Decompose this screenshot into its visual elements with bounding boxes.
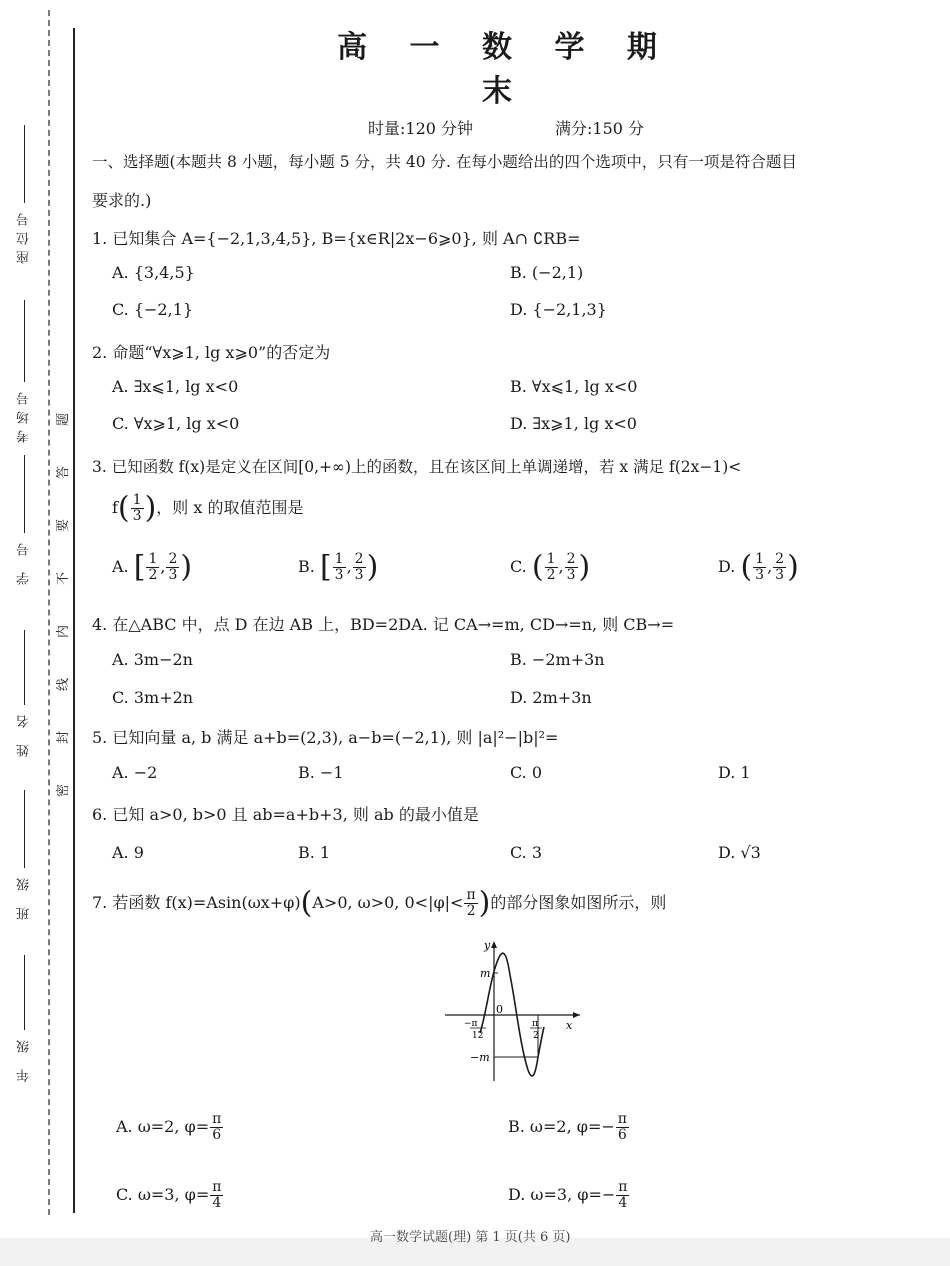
q1-option-c: C. {−2,1} <box>112 300 194 319</box>
neg-m-label: −m <box>470 1051 490 1064</box>
seal-char: 答 <box>56 465 72 480</box>
question-1-stem: 1. 已知集合 A={−2,1,3,4,5}, B={x∈R|2x−6⩾0}, 则 A∩ ∁RB= <box>92 229 581 248</box>
question-3-stem: 3. 已知函数 f(x)是定义在区间[0,+∞)上的函数，且在该区间上单调递增，若 x 满足 f(2x−1)< <box>92 458 742 476</box>
question-5-stem: 5. 已知向量 a, b 满足 a+b=(2,3), a−b=(−2,1), 则 |a|²−|b|²= <box>92 728 559 747</box>
q2-option-a: A. ∃x⩽1, lg x<0 <box>112 377 239 396</box>
q7-option-a: A. ω=2, φ= $\frac{\pi}{6}$ <box>116 1111 222 1143</box>
student-id-label: 学 号 <box>16 537 32 586</box>
q4-option-b: B. −2m+3n <box>510 650 605 669</box>
exam-score: 满分:150 分 <box>555 119 645 138</box>
q3-option-c: C. ( $\frac{1}{2}$ , $\frac{2}{3}$ ) <box>510 549 591 585</box>
q1-option-b: B. (−2,1) <box>510 263 584 282</box>
q2-option-b: B. ∀x⩽1, lg x<0 <box>510 377 638 396</box>
q5-option-d: D. 1 <box>718 763 751 782</box>
section-heading-cont: 要求的.) <box>92 191 152 210</box>
m-label: m <box>480 967 491 980</box>
q6-option-d: D. √3 <box>718 843 761 862</box>
q2-option-d: D. ∃x⩾1, lg x<0 <box>510 414 637 433</box>
fraction: $\frac{1}{3}$ <box>132 492 142 524</box>
seal-char: 题 <box>56 412 72 427</box>
question-2-stem: 2. 命题“∀x⩾1, lg x⩾0”的否定为 <box>92 343 331 362</box>
q3-option-a: A. [ $\frac{1}{2}$ , $\frac{2}{3}$ ) <box>112 549 193 585</box>
q4-option-a: A. 3m−2n <box>112 650 193 669</box>
name-label: 姓 名 <box>16 709 32 758</box>
question-6-stem: 6. 已知 a>0, b>0 且 ab=a+b+3, 则 ab 的最小值是 <box>92 805 479 824</box>
q6-option-c: C. 3 <box>510 843 543 862</box>
grade-label: 年 级 <box>16 1034 32 1083</box>
q3-option-b: B. [ $\frac{1}{3}$ , $\frac{2}{3}$ ) <box>298 549 379 585</box>
seal-char: 要 <box>56 518 72 533</box>
q5-option-b: B. −1 <box>298 763 344 782</box>
y-label: y <box>484 939 491 952</box>
q1-option-a: A. {3,4,5} <box>112 263 195 282</box>
exam-time: 时量:120 分钟 <box>368 119 474 138</box>
question-3-stem-cont: f( $\frac{1}{3}$ )，则 x 的取值范围是 <box>112 490 304 526</box>
binding-dashed-line <box>48 10 50 1215</box>
class-label: 班 级 <box>16 872 32 921</box>
question-7-stem: 7. 若函数 f(x)=Asin(ωx+φ)(A>0, ω>0, 0<|φ|< $\frac{\pi}{2}$ )的部分图象如图所示，则 <box>92 885 667 921</box>
exam-title: 高 一 数 学 期 末 <box>337 30 673 109</box>
q3-option-d: D. ( $\frac{1}{3}$ , $\frac{2}{3}$ ) <box>718 549 799 585</box>
seal-line-notice <box>53 410 71 800</box>
seal-char: 线 <box>56 677 72 692</box>
q7-option-d: D. ω=3, φ=− $\frac{\pi}{4}$ <box>508 1179 628 1211</box>
grade-field <box>6 955 42 1086</box>
q6-option-a: A. 9 <box>112 843 144 862</box>
right-zero-den: 2 <box>533 1031 539 1041</box>
seal-char: 密 <box>56 783 72 798</box>
y-axis-arrow-icon <box>491 941 497 948</box>
seal-char: 不 <box>56 571 72 586</box>
left-zero-den: 12 <box>472 1031 484 1041</box>
x-axis-arrow-icon <box>573 1012 580 1018</box>
q7-option-b: B. ω=2, φ=− $\frac{\pi}{6}$ <box>508 1111 627 1143</box>
left-zero-num: −π <box>464 1019 478 1029</box>
section-heading: 一、选择题(本题共 8 小题，每小题 5 分，共 40 分. 在每小题给出的四个选项中，只有一项是符合题目 <box>92 153 797 171</box>
margin-solid-line <box>73 28 75 1213</box>
exam-room-label: 考场号 <box>16 386 32 443</box>
class-field <box>6 790 42 924</box>
q4-option-c: C. 3m+2n <box>112 688 194 707</box>
question-4-stem: 4. 在△ABC 中，点 D 在边 AB 上，BD=2DA. 记 CA→=m, CD→=n, 则 CB→= <box>92 615 675 634</box>
x-label: x <box>566 1019 573 1032</box>
q4-option-d: D. 2m+3n <box>510 688 592 707</box>
seat-number-label: 座位号 <box>16 207 32 264</box>
seal-char: 封 <box>56 730 72 745</box>
right-zero-num: π <box>532 1019 538 1029</box>
page-footer: 高一数学试题(理) 第 1 页(共 6 页) <box>370 1230 571 1245</box>
sine-graph-figure <box>440 935 590 1085</box>
q2-option-c: C. ∀x⩾1, lg x<0 <box>112 414 240 433</box>
q6-option-b: B. 1 <box>298 843 331 862</box>
seal-char: 内 <box>56 624 72 639</box>
q3-f: f <box>112 498 118 517</box>
origin-label: 0 <box>496 1003 503 1016</box>
student-id-field <box>6 455 42 589</box>
name-field <box>6 630 42 761</box>
exam-room-field <box>6 300 42 447</box>
q5-option-a: A. −2 <box>112 763 158 782</box>
q3-stem-suffix: ，则 x 的取值范围是 <box>156 498 304 517</box>
q7-option-c: C. ω=3, φ= $\frac{\pi}{4}$ <box>116 1179 222 1211</box>
q1-option-d: D. {−2,1,3} <box>510 300 607 319</box>
seat-number-field <box>6 125 42 268</box>
q5-option-c: C. 0 <box>510 763 543 782</box>
